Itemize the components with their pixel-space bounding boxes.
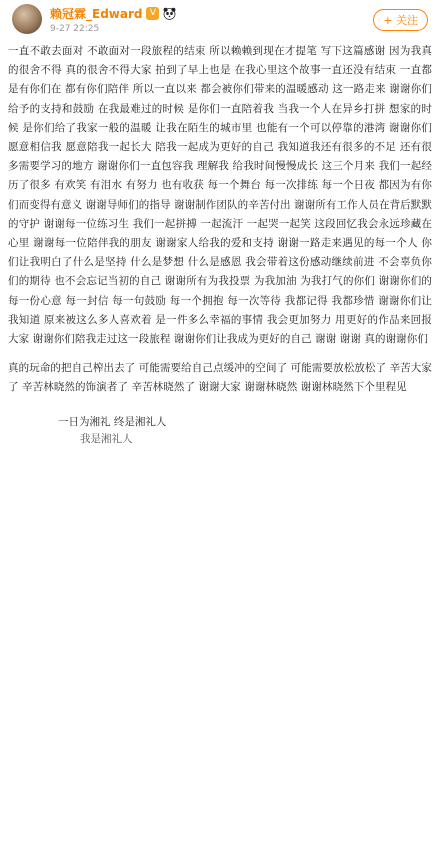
user-info [50, 5, 176, 34]
signoff-line-2: 我是湘礼人 [80, 432, 133, 445]
post-closing-text: 真的玩命的把自己榨出去了 可能需要给自己点缓冲的空间了 可能需要放松放松了 辛苦大家了 辛苦林晓然的饰演者了 辛苦林晓然了 谢谢大家 谢谢林晓然 谢谢林晓然下个里程见 [8, 362, 432, 394]
panda-icon [163, 7, 176, 20]
post-signoff [0, 398, 440, 448]
follow-button[interactable]: + 关注 [373, 9, 428, 31]
post-header [0, 0, 440, 38]
avatar[interactable] [12, 4, 42, 34]
name-row [50, 5, 176, 22]
post-text: 一直不敢去面对 不敢面对一段旅程的结束 所以赖赖到现在才提笔 写下这篇感谢 因为我真的很舍不得 真的很舍不得大家 拍到了早上也是 在我心里这个故事一直还没有结束 一直都是有你们在 都有你们陪伴 所以一直以来 都会被你们带来的温暖感动 这一路走来 谢谢你们给予的支持和鼓励 在我最难过的时候 是你们一直陪着我 当我一个人在异乡打拼 想家的时候 是你们给了我家一般的温暖 让我在陌生的城市里 也能有一个可以停靠的港湾 谢谢你们愿意相信我 愿意陪我一起长大 陪我一起成为更好的自己 我知道我还有很多的不足 还有很多需要学习的地方 谢谢你们一直包容我 理解我 给我时间慢慢成长 这三个月来 我们一起经历了很多 有欢笑 有泪水 有努力 也有收获 每一个舞台 每一次排练 每一个日夜 都因为有你们而变得有意义 谢谢导师们的指导 谢谢制作团队的辛苦付出 谢谢所有工作人员在背后默默的守护 谢谢每一位练习生 我们一起拼搏 一起流汗 一起哭一起笑 这段回忆我会永远珍藏在心里 谢谢每一位陪伴我的朋友 谢谢家人给我的爱和支持 谢谢一路走来遇见的每一个人 你们让我明白了什么是坚持 什么是梦想 什么是感恩 我会带着这份感动继续前进 不会辜负你们的期待 也不会忘记当初的自己 谢谢所有为我投票 为我加油 为我打气的你们 谢谢你们的每一份心意 每一封信 每一句鼓励 每一个拥抱 每一次等待 我都记得 我都珍惜 谢谢你们让我知道 原来被这么多人喜欢着 是一件多么幸福的事情 我会更加努力 用更好的作品来回报大家 谢谢你们陪我走过这一段旅程 谢谢你们让我成为更好的自己 谢谢 谢谢 真的谢谢你们 [8, 45, 432, 346]
signoff-line-1: 一日为湘礼 终是湘礼人 [58, 415, 167, 428]
post-time: 9-27 22:25 [50, 23, 100, 34]
vip-badge-icon: V [146, 7, 159, 20]
post-body [0, 38, 440, 398]
username[interactable]: 赖冠霖_Edward [50, 6, 143, 21]
